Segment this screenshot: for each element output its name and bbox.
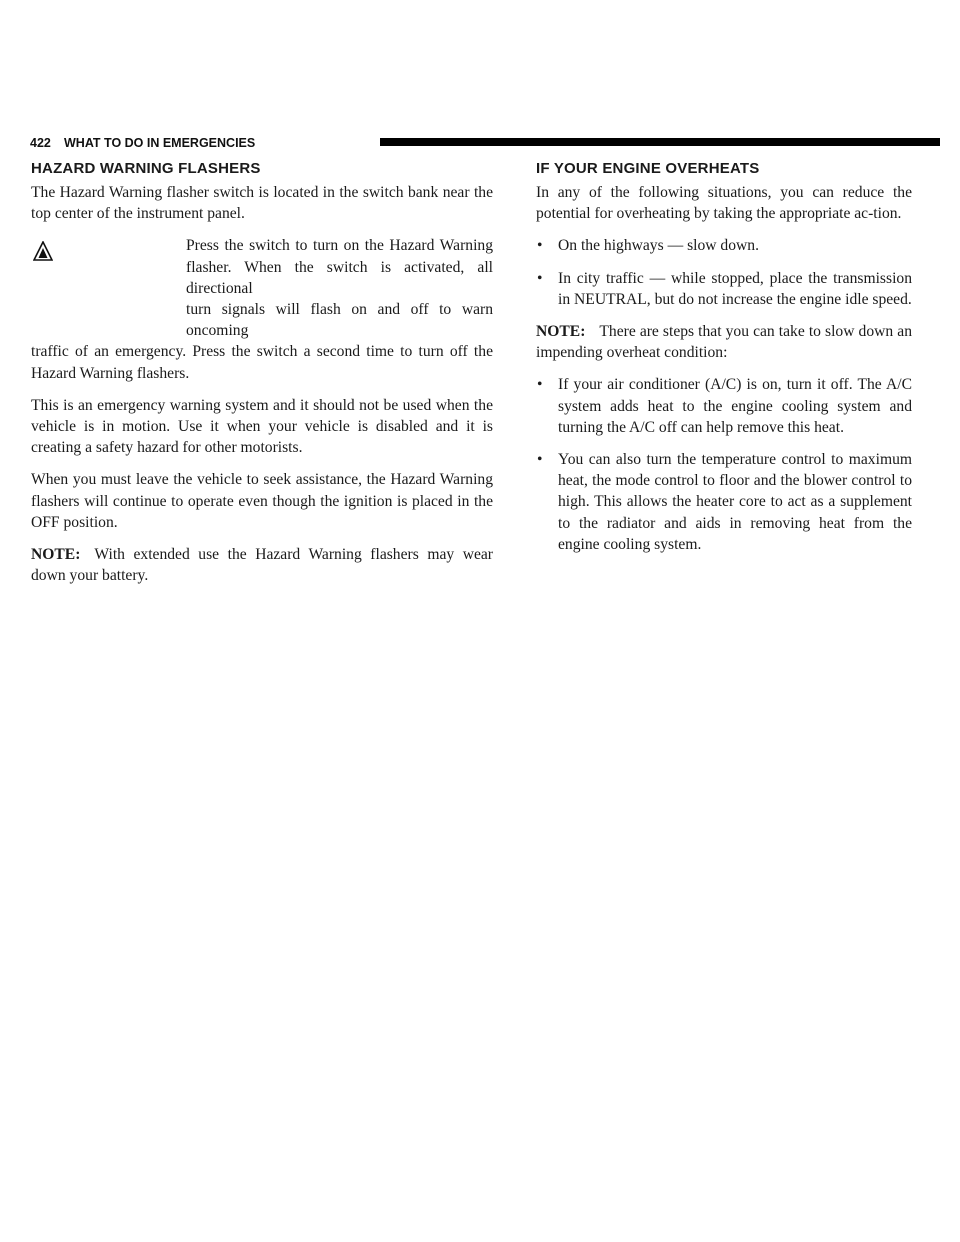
overheat-heading: IF YOUR ENGINE OVERHEATS — [536, 160, 760, 177]
hazard-usage: This is an emergency warning system and it should not be used when the vehicle is in motion. Use it when your vehicle is disabled and it is creating a safety hazard for other motorists. — [31, 396, 493, 457]
bullet: • — [537, 237, 543, 255]
note-label: NOTE: — [536, 323, 586, 341]
section-title: WHAT TO DO IN EMERGENCIES — [64, 136, 256, 150]
hazard-warning-paragraph — [31, 235, 493, 383]
hazard-heading: HAZARD WARNING FLASHERS — [31, 160, 261, 177]
page-number: 422 — [30, 136, 51, 150]
warn-rest: traffic of an emergency. Press the switch a second time to turn off the Hazard Warning flashers. — [31, 343, 493, 382]
list-item: • On the highways — slow down. — [536, 235, 912, 256]
overheat-note — [536, 321, 912, 363]
warn-line-1: Press the switch to turn on the Hazard Warning — [186, 237, 493, 255]
hazard-leave-vehicle: When you must leave the vehicle to seek assistance, the Hazard Warning flashers will continue to operate even though the ignition is placed in the OFF position. — [31, 471, 493, 531]
warn-line-3: turn signals will flash on and off to warn oncoming — [186, 301, 493, 340]
note-text: With extended use the Hazard Warning flashers may wear down your battery. — [31, 546, 493, 585]
right-column — [536, 160, 912, 566]
list-item: • You can also turn the temperature control to maximum heat, the mode control to floor and the blower control to high. This allows the heater core to act as a supplement to the radiator and aids in removing heat from the engine cooling system. — [537, 451, 912, 553]
bullet: • — [537, 451, 543, 469]
list-item: • In city traffic — while stopped, place the transmission in NEUTRAL, but do not increase the engine idle speed. — [537, 269, 912, 308]
overheat-situations-list — [536, 235, 912, 310]
list-item: • If your air conditioner (A/C) is on, turn it off. The A/C system adds heat to the engine cooling system and turning the A/C off can help remove this heat. — [537, 376, 912, 436]
hazard-intro: The Hazard Warning flasher switch is located in the switch bank near the top center of the instrument panel. — [31, 184, 493, 223]
bullet: • — [537, 376, 543, 394]
overheat-intro: In any of the following situations, you can reduce the potential for overheating by taking the appropriate ac-tion. — [536, 184, 912, 223]
warn-line-2: flasher. When the switch is activated, all directional — [186, 258, 493, 297]
bullet: • — [537, 269, 543, 287]
header-rule — [380, 138, 940, 146]
note-label: NOTE: — [31, 546, 81, 564]
hazard-note — [31, 544, 493, 586]
overheat-steps-list — [536, 374, 912, 555]
note-text: There are steps that you can take to slow down an impending overheat condition: — [536, 323, 912, 362]
warning-triangle-icon — [33, 241, 53, 261]
page-header — [30, 136, 940, 150]
left-column — [31, 160, 493, 597]
